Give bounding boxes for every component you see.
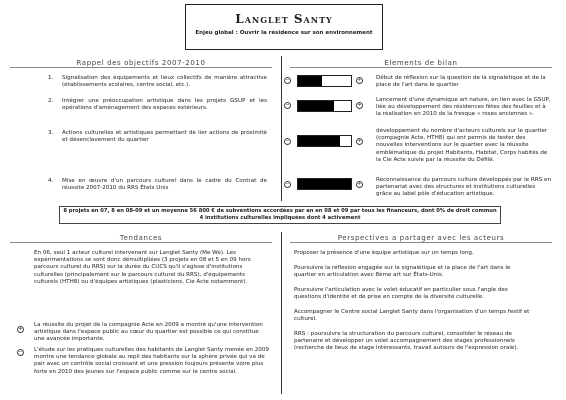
perspectives-paragraph: Accompagner le Centre social Langlet Santy dans l'organisation d'un temps festif et culturel.: [294, 309, 530, 323]
trend-neutral-icon: −: [285, 138, 290, 144]
perspectives-paragraph: Poursuivre l'articulation avec le volet éducatif en particulier sous l'angle des questions d'identité et de prise en compte de la diversité culturelle.: [294, 287, 508, 301]
trend-up-icon: +: [357, 102, 362, 108]
tendances-paragraph: L'étude sur les pratiques culturelles des habitants de Langlet Santy menée en 2009 montre une tendance globale au repli des habitants sur la sphère privée qui va de pair avec un contrôle social croissant et une pression toujours présente voire plus forte en 2010 des jeunes sur l'espace public comme sur le centre social.: [34, 347, 269, 375]
trend-up-icon: +: [357, 181, 362, 187]
progress-bar: [297, 178, 352, 190]
progress-fill: [298, 101, 334, 111]
title-box: [185, 4, 383, 50]
bilan-title: Elements de bilan: [384, 59, 458, 67]
trend-neutral-icon: −: [285, 181, 290, 187]
objective-item: 1. Signalisation des équipements et lieux collectifs de manière attractive (établissements scolaires, centre social, etc.).: [48, 75, 267, 89]
trend-neutral-icon: −: [285, 77, 290, 83]
bilan-text: Lancement d'une dynamique art nature, en lien avec la GSUP, liée au développement des résidences fêtes des feuilles et à la réalisation en 2010 de la fresque « roses anciennes ».: [376, 97, 551, 118]
objective-item: 2. Intégrer une préoccupation artistique dans les projets GSUP et les opérations d'aménagement des espaces extérieurs.: [48, 98, 267, 112]
progress-fill: [298, 136, 340, 146]
bilan-text: Début de réflexion sur la question de la signalétique et de la place de l'art dans le quartier: [376, 75, 546, 89]
objectives-rule: [10, 67, 272, 68]
trend-up-icon: +: [18, 326, 23, 332]
page-subtitle: Enjeu global : Ouvrir la résidence sur son environnement: [195, 30, 373, 36]
bilan-text: développement du nombre d'acteurs culturels sur le quartier (compagnie Acte, HTH8) qui ont permis de tester des nouvelles interventions sur le quartier avec la réussite emblématique du projet Habitants, Habitat, Corps habités de la Cie Acte suivie par la réussite du Défilé.: [376, 128, 548, 163]
column-divider-top: [281, 56, 282, 201]
perspectives-paragraph: RRS : poursuivre la structuration du parcours culturel, consolider le réseau de partenaire et développer un volet accompagnement des stages professionnels (recherche de lieux de stage intéressants, travail autours de l'expression orale).: [294, 331, 519, 352]
perspectives-rule: [290, 242, 552, 243]
tendances-paragraph: En 06, seul 1 acteur culturel intervenant sur Langlet Santy (Me We). Les expérimentations se sont donc démultipliées (3 projets en 08 et 5 en 09 hors parcours culturel du RRS) sur la durée du CUCS qu'il s'agisse d'institutions culturelles (principalement sur le parcours culturel du RRS), d'équipements culturels (HTH8) ou d'équipes artistiques (plasticiens, Cie Acte notamment).: [34, 250, 251, 285]
progress-fill: [298, 76, 322, 86]
objective-item: 3. Actions culturelles et artistiques permettant de lier actions de proximité et désenclavement du quartier: [48, 130, 267, 144]
summary-line-2: 4 institutions culturelles impliquées dont 4 activement: [199, 215, 361, 221]
objective-item: 4. Mise en œuvre d'un parcours culturel dans le cadre du Contrat de réussite 2007-2010 du RRS États Unis: [48, 178, 267, 192]
trend-neutral-icon: −: [18, 349, 23, 355]
progress-fill: [298, 179, 351, 189]
summary-box: [59, 206, 501, 224]
objectives-title: Rappel des objectifs 2007-2010: [76, 59, 206, 67]
perspectives-paragraph: Poursuivre la réflexion engagée sur la signalétique et la place de l'art dans le quartier en articulation avec 8ème art sur États-Unis.: [294, 265, 511, 279]
trend-up-icon: +: [357, 77, 362, 83]
progress-bar: [297, 75, 352, 87]
tendances-title: Tendances: [119, 234, 163, 242]
bilan-rule: [290, 67, 552, 68]
bilan-text: Reconnaissance du parcours culture développés par le RRS en partenariat avec des structures et institutions culturelles grâce au label pôle d'éducation artistique.: [376, 177, 551, 198]
tendances-rule: [10, 242, 272, 243]
perspectives-paragraph: Proposer la présence d'une équipe artistique sur un temps long.: [294, 250, 474, 256]
perspectives-title: Perspectives a partager avec les acteurs: [337, 234, 505, 242]
tendances-paragraph: La réussite du projet de la compagnie Acte en 2009 a montré qu'une intervention artistique dans l'espace public au cœur du quartier est possible ce qui constitue une avancée importante.: [34, 322, 263, 343]
trend-up-icon: +: [357, 138, 362, 144]
column-divider-bottom: [281, 232, 282, 394]
progress-bar: [297, 100, 352, 112]
trend-neutral-icon: −: [285, 102, 290, 108]
page-title: Langlet Santy: [235, 12, 333, 26]
progress-bar: [297, 135, 352, 147]
summary-line-1: 8 projets en 07, 8 en 08-09 et un moyenne 56 800 € de subventions accordées par an en 08 et 09 par tous les financeurs, dont 0% de droit commun: [63, 208, 497, 214]
